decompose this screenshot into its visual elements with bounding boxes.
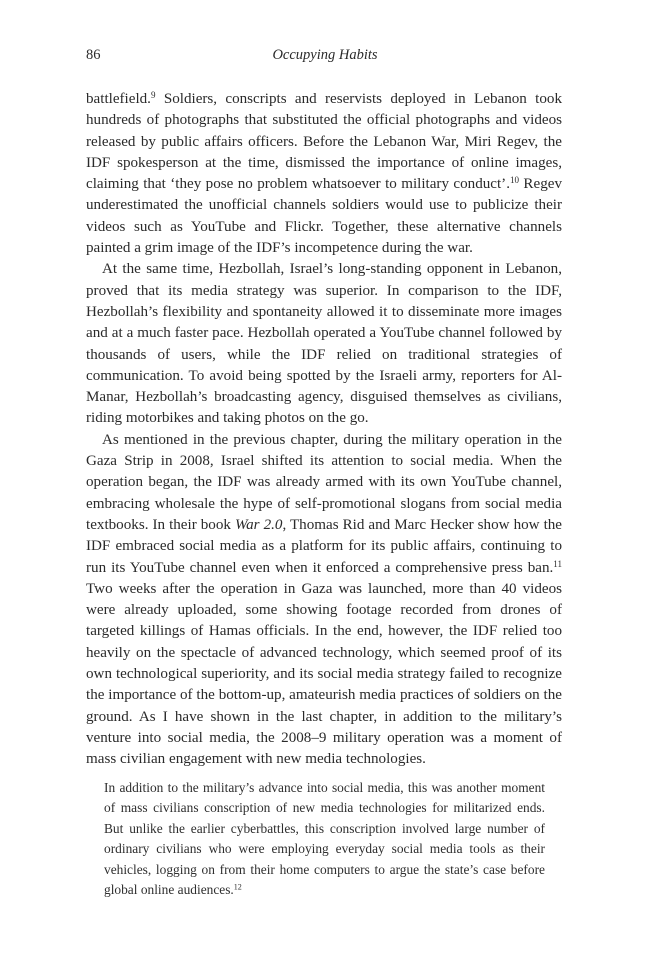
paragraph-1-text-b: Soldiers, conscripts and reservists deployed in Lebanon took hundreds of photographs that substituted the official photographs and videos released by public affairs officers. Before the Lebanon War, Miri Regev, the IDF spokesperson at the time, dismissed the importance of online images, claiming that ‘they pose no problem whatsoever to military conduct’. <box>86 91 562 193</box>
page-header <box>86 44 564 66</box>
block-quote <box>104 778 545 900</box>
block-quote-text: In addition to the military’s advance into social media, this was another moment of mass civilians conscription of new media technologies for militarized ends. But unlike the earlier cyberbattles, this conscription involved large number of ordinary civilians who were employing everyday social media tools as their vehicles, logging on from their home computers to argue the state’s case before global online audiences. <box>104 780 545 898</box>
paragraph-1-text-a: battlefield. <box>86 91 151 107</box>
footnote-ref-12[interactable]: 12 <box>233 882 242 892</box>
footnote-ref-9[interactable]: 9 <box>150 90 156 101</box>
paragraph-3-text-c: Two weeks after the operation in Gaza was launched, more than 40 videos were already uploaded, some showing footage recorded from drones of targeted killings of Hamas officials. In the end, however, the IDF relied too heavily on the spectacle of advanced technology, which seemed proof of its own technological superiority, and its social media strategy failed to recognize the importance of the bottom-up, amateurish media practices of soldiers on the ground. As I have shown in the last chapter, in addition to the military’s venture into social media, the 2008–9 military operation was a moment of mass civilian engagement with new media technologies. <box>86 580 562 768</box>
book-title-war-2-0: War 2.0 <box>234 516 283 533</box>
footnote-ref-11[interactable]: 11 <box>553 558 562 569</box>
paragraph-3-text-a: As mentioned in the previous chapter, during the military operation in the Gaza Strip in 2008, Israel shifted its attention to social media. When the operation began, the IDF was already armed with its own YouTube channel, embracing wholesale the hype of self-promotional slogans from social media textbooks. In their book <box>86 431 562 533</box>
running-head: Occupying Habits <box>272 47 378 63</box>
paragraph-3 <box>86 430 562 771</box>
paragraph-1-text-c: Regev underestimated the unofficial channels soldiers would use to publicize their videos such as YouTube and Flickr. Together, these alternative channels painted a grim image of the IDF’s incompetence during the war. <box>86 176 562 257</box>
footnote-ref-10[interactable]: 10 <box>509 175 520 186</box>
page-number: 86 <box>86 47 101 63</box>
paragraph-3-text-b: , Thomas Rid and Marc Hecker show how the IDF embraced social media as a platform for its public affairs, continuing to run its YouTube channel even when it enforced a comprehensive press ban. <box>86 516 563 576</box>
paragraph-2: At the same time, Hezbollah, Israel’s long-standing opponent in Lebanon, proved that its media strategy was superior. In comparison to the IDF, Hezbollah’s flexibility and spontaneity allowed it to disseminate more images and at a much faster pace. Hezbollah operated a YouTube channel followed by thousands of users, while the IDF relied on traditional strategies of communication. To avoid being spotted by the Israeli army, reporters for Al-Manar, Hezbollah’s broadcasting agency, disguised themselves as civilians, riding motorbikes and taking photos on the go. <box>86 261 562 427</box>
paragraph-1 <box>86 89 562 259</box>
body-text <box>86 89 562 771</box>
